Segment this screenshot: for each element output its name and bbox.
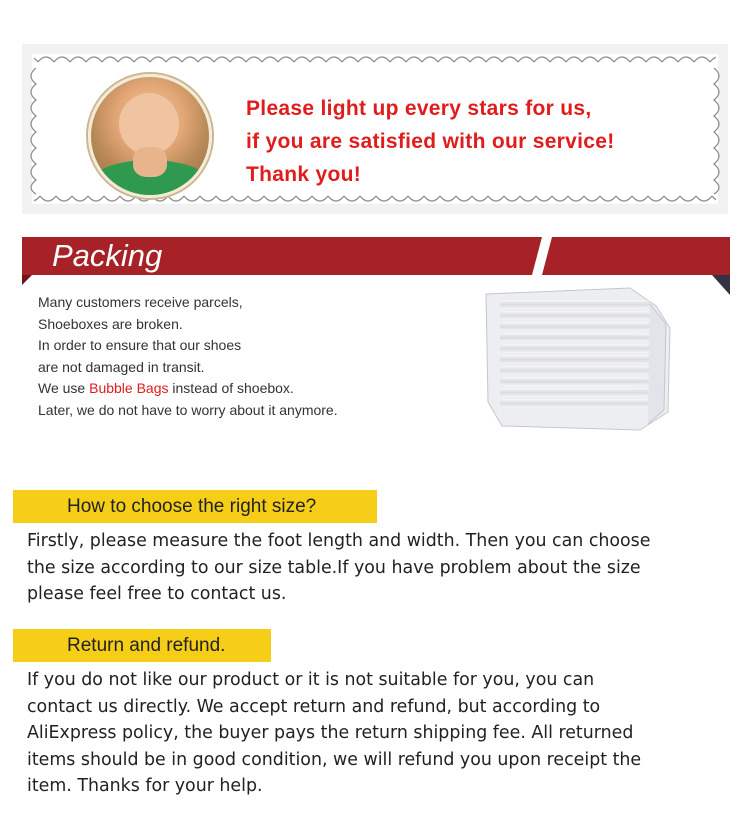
banner-line-2: if you are satisfied with our service! xyxy=(246,130,615,153)
size-line: the size according to our size table.If you have problem about the size xyxy=(27,557,641,578)
packing-line: Shoeboxes are broken. xyxy=(38,315,183,332)
bubble-line-after: instead of shoebox. xyxy=(168,380,294,396)
refund-line: item. Thanks for your help. xyxy=(27,776,263,796)
thank-you-banner xyxy=(22,44,728,214)
size-line: Firstly, please measure the foot length and width. Then you can choose xyxy=(27,531,651,551)
banner-line-3: Thank you! xyxy=(246,163,362,186)
refund-line: AliExpress policy, the buyer pays the return shipping fee. All returned xyxy=(27,723,634,743)
bubble-line-before: We use xyxy=(38,380,90,396)
bubble-bags-highlight: Bubble Bags xyxy=(89,380,169,396)
refund-line: contact us directly. We accept return and refund, but according to xyxy=(27,696,601,717)
packing-bubble-line xyxy=(38,378,338,400)
packing-line: In order to ensure that our shoes xyxy=(38,337,242,353)
packing-line: Later, we do not have to worry about it anymore. xyxy=(38,401,338,418)
banner-line-1: Please light up every stars for us, xyxy=(246,97,592,120)
packing-line: are not damaged in transit. xyxy=(38,358,205,375)
packing-line: Many customers receive parcels, xyxy=(38,294,243,310)
refund-line: items should be in good condition, we will refund you upon receipt the xyxy=(27,749,642,770)
packing-description xyxy=(38,292,338,421)
size-section-header: How to choose the right size? xyxy=(13,490,377,523)
baby-fist-photo-icon xyxy=(88,74,212,198)
banner-message xyxy=(246,92,615,191)
bubble-bag-image-icon xyxy=(480,284,676,434)
size-line: please feel free to contact us. xyxy=(27,584,287,604)
packing-title: Packing xyxy=(52,238,163,273)
size-section-body xyxy=(27,528,732,608)
refund-section-header: Return and refund. xyxy=(13,629,271,662)
refund-line: If you do not like our product or it is not suitable for you, you can xyxy=(27,670,595,690)
refund-section-body xyxy=(27,667,732,800)
